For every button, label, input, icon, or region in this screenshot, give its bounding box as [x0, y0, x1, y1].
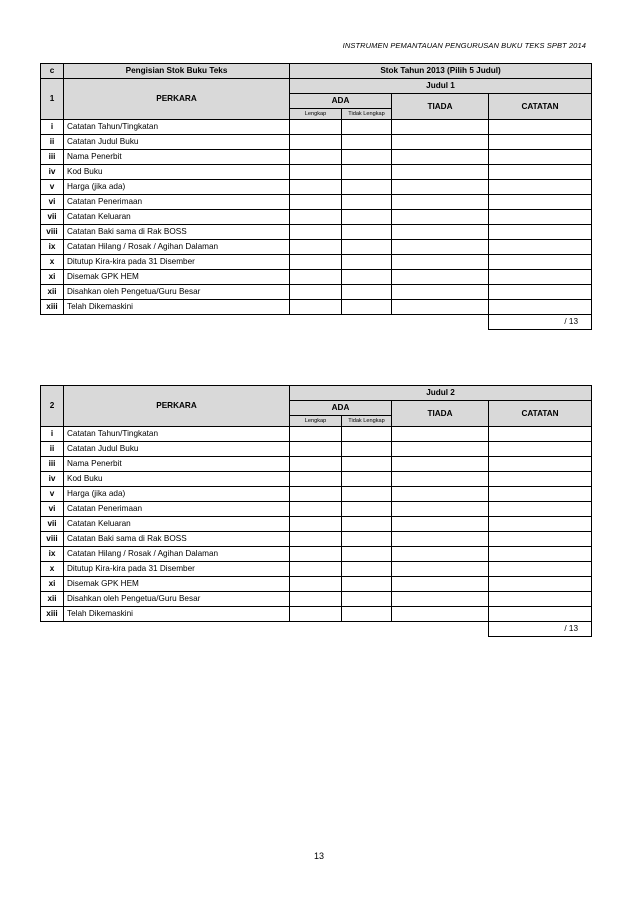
item-number: xii [41, 592, 64, 607]
table-row [41, 577, 592, 592]
table-row [41, 562, 592, 577]
lengkap-cell[interactable] [290, 270, 342, 285]
document-header: INSTRUMEN PEMANTAUAN PENGURUSAN BUKU TEKS SPBT 2014 [342, 41, 586, 50]
item-number: iv [41, 472, 64, 487]
table-row [41, 442, 592, 457]
stock-table-judul-2 [40, 385, 592, 637]
item-label: Catatan Keluaran [64, 210, 290, 225]
catatan-cell[interactable] [489, 487, 592, 502]
lengkap-cell[interactable] [290, 472, 342, 487]
item-label: Disemak GPK HEM [64, 270, 290, 285]
table-row [41, 135, 592, 150]
catatan-cell[interactable] [489, 607, 592, 622]
tidak-lengkap-cell[interactable] [342, 210, 392, 225]
tidak-lengkap-header: Tidak Lengkap [342, 109, 392, 120]
table-row [41, 547, 592, 562]
item-label: Disahkan oleh Pengetua/Guru Besar [64, 592, 290, 607]
lengkap-cell[interactable] [290, 180, 342, 195]
catatan-cell[interactable] [489, 592, 592, 607]
tidak-lengkap-cell[interactable] [342, 135, 392, 150]
tidak-lengkap-cell[interactable] [342, 427, 392, 442]
section-title-right: Stok Tahun 2013 (Pilih 5 Judul) [290, 64, 592, 79]
item-number: xi [41, 577, 64, 592]
item-number: ix [41, 547, 64, 562]
item-number: ii [41, 442, 64, 457]
catatan-cell[interactable] [489, 532, 592, 547]
tidak-lengkap-cell[interactable] [342, 502, 392, 517]
tiada-cell[interactable] [392, 442, 489, 457]
catatan-cell[interactable] [489, 240, 592, 255]
item-label: Catatan Penerimaan [64, 195, 290, 210]
tiada-header: TIADA [392, 401, 489, 427]
catatan-cell[interactable] [489, 270, 592, 285]
tiada-cell[interactable] [392, 195, 489, 210]
tidak-lengkap-cell[interactable] [342, 255, 392, 270]
tiada-cell[interactable] [392, 135, 489, 150]
lengkap-header: Lengkap [290, 109, 342, 120]
item-label: Catatan Judul Buku [64, 135, 290, 150]
table-row [41, 270, 592, 285]
table-row [41, 195, 592, 210]
tidak-lengkap-cell[interactable] [342, 487, 392, 502]
catatan-cell[interactable] [489, 300, 592, 315]
lengkap-cell[interactable] [290, 225, 342, 240]
table-row [41, 120, 592, 135]
table-row [41, 255, 592, 270]
item-number: viii [41, 225, 64, 240]
catatan-cell[interactable] [489, 517, 592, 532]
tiada-cell[interactable] [392, 472, 489, 487]
tiada-cell[interactable] [392, 120, 489, 135]
tiada-cell[interactable] [392, 165, 489, 180]
item-label: Nama Penerbit [64, 150, 290, 165]
ada-header: ADA [290, 401, 392, 416]
item-label: Catatan Judul Buku [64, 442, 290, 457]
table-row [41, 472, 592, 487]
catatan-cell[interactable] [489, 547, 592, 562]
item-number: x [41, 255, 64, 270]
table-row [41, 517, 592, 532]
catatan-cell[interactable] [489, 135, 592, 150]
catatan-cell[interactable] [489, 210, 592, 225]
tidak-lengkap-cell[interactable] [342, 225, 392, 240]
catatan-cell[interactable] [489, 285, 592, 300]
table-row [41, 592, 592, 607]
item-number: i [41, 427, 64, 442]
catatan-cell[interactable] [489, 427, 592, 442]
catatan-cell[interactable] [489, 225, 592, 240]
item-number: iii [41, 457, 64, 472]
lengkap-cell[interactable] [290, 285, 342, 300]
table-row [41, 150, 592, 165]
item-number: iv [41, 165, 64, 180]
tidak-lengkap-header: Tidak Lengkap [342, 416, 392, 427]
catatan-cell[interactable] [489, 255, 592, 270]
item-number: xiii [41, 607, 64, 622]
item-number: v [41, 180, 64, 195]
tidak-lengkap-cell[interactable] [342, 532, 392, 547]
tidak-lengkap-cell[interactable] [342, 165, 392, 180]
table-row [41, 457, 592, 472]
tidak-lengkap-cell[interactable] [342, 607, 392, 622]
table-row [41, 607, 592, 622]
perkara-header: PERKARA [64, 386, 290, 427]
item-label: Catatan Keluaran [64, 517, 290, 532]
catatan-cell[interactable] [489, 577, 592, 592]
tiada-cell[interactable] [392, 487, 489, 502]
table-row [41, 300, 592, 315]
tidak-lengkap-cell[interactable] [342, 120, 392, 135]
item-number: i [41, 120, 64, 135]
tiada-cell[interactable] [392, 547, 489, 562]
table-row [41, 427, 592, 442]
score-cell: / 13 [489, 315, 592, 330]
tidak-lengkap-cell[interactable] [342, 300, 392, 315]
catatan-cell[interactable] [489, 150, 592, 165]
tiada-cell[interactable] [392, 532, 489, 547]
judul-header: Judul 1 [290, 79, 592, 94]
catatan-cell[interactable] [489, 457, 592, 472]
lengkap-cell[interactable] [290, 532, 342, 547]
item-number: vi [41, 195, 64, 210]
item-number: viii [41, 532, 64, 547]
catatan-cell[interactable] [489, 472, 592, 487]
item-label: Ditutup Kira-kira pada 31 Disember [64, 255, 290, 270]
table-row [41, 532, 592, 547]
tidak-lengkap-cell[interactable] [342, 472, 392, 487]
tiada-cell[interactable] [392, 180, 489, 195]
tidak-lengkap-cell[interactable] [342, 442, 392, 457]
table-row [41, 225, 592, 240]
catatan-cell[interactable] [489, 195, 592, 210]
score-cell: / 13 [489, 622, 592, 637]
item-number: vii [41, 517, 64, 532]
lengkap-cell[interactable] [290, 300, 342, 315]
item-number: xii [41, 285, 64, 300]
lengkap-cell[interactable] [290, 427, 342, 442]
section-number: 1 [41, 79, 64, 120]
item-number: vi [41, 502, 64, 517]
table-row [41, 487, 592, 502]
lengkap-cell[interactable] [290, 607, 342, 622]
lengkap-cell[interactable] [290, 195, 342, 210]
perkara-header: PERKARA [64, 79, 290, 120]
item-label: Catatan Baki sama di Rak BOSS [64, 532, 290, 547]
item-number: ix [41, 240, 64, 255]
table-row [41, 165, 592, 180]
item-label: Nama Penerbit [64, 457, 290, 472]
catatan-cell[interactable] [489, 442, 592, 457]
ada-header: ADA [290, 94, 392, 109]
lengkap-cell[interactable] [290, 547, 342, 562]
lengkap-cell[interactable] [290, 442, 342, 457]
item-label: Catatan Penerimaan [64, 502, 290, 517]
item-label: Kod Buku [64, 472, 290, 487]
section-title-left: Pengisian Stok Buku Teks [64, 64, 290, 79]
tiada-cell[interactable] [392, 607, 489, 622]
tidak-lengkap-cell[interactable] [342, 195, 392, 210]
lengkap-cell[interactable] [290, 150, 342, 165]
catatan-header: CATATAN [489, 401, 592, 427]
section-number: 2 [41, 386, 64, 427]
tidak-lengkap-cell[interactable] [342, 577, 392, 592]
catatan-cell[interactable] [489, 120, 592, 135]
tiada-cell[interactable] [392, 457, 489, 472]
item-number: v [41, 487, 64, 502]
item-label: Kod Buku [64, 165, 290, 180]
tidak-lengkap-cell[interactable] [342, 562, 392, 577]
catatan-cell[interactable] [489, 562, 592, 577]
item-label: Disahkan oleh Pengetua/Guru Besar [64, 285, 290, 300]
item-label: Harga (jika ada) [64, 487, 290, 502]
judul-header: Judul 2 [290, 386, 592, 401]
tiada-cell[interactable] [392, 210, 489, 225]
lengkap-cell[interactable] [290, 240, 342, 255]
lengkap-cell[interactable] [290, 457, 342, 472]
tiada-cell[interactable] [392, 517, 489, 532]
tiada-cell[interactable] [392, 577, 489, 592]
page-number: 13 [313, 851, 324, 861]
catatan-header: CATATAN [489, 94, 592, 120]
tidak-lengkap-cell[interactable] [342, 547, 392, 562]
tidak-lengkap-cell[interactable] [342, 285, 392, 300]
item-label: Catatan Hilang / Rosak / Agihan Dalaman [64, 547, 290, 562]
lengkap-cell[interactable] [290, 135, 342, 150]
item-number: vii [41, 210, 64, 225]
lengkap-cell[interactable] [290, 487, 342, 502]
tiada-cell[interactable] [392, 427, 489, 442]
item-number: x [41, 562, 64, 577]
tidak-lengkap-cell[interactable] [342, 517, 392, 532]
tiada-cell[interactable] [392, 225, 489, 240]
lengkap-header: Lengkap [290, 416, 342, 427]
item-number: xiii [41, 300, 64, 315]
catatan-cell[interactable] [489, 180, 592, 195]
table-row [41, 285, 592, 300]
tidak-lengkap-cell[interactable] [342, 150, 392, 165]
tidak-lengkap-cell[interactable] [342, 180, 392, 195]
tiada-cell[interactable] [392, 285, 489, 300]
item-number: xi [41, 270, 64, 285]
table-row [41, 180, 592, 195]
lengkap-cell[interactable] [290, 210, 342, 225]
item-label: Catatan Baki sama di Rak BOSS [64, 225, 290, 240]
item-number: ii [41, 135, 64, 150]
tidak-lengkap-cell[interactable] [342, 457, 392, 472]
lengkap-cell[interactable] [290, 165, 342, 180]
catatan-cell[interactable] [489, 502, 592, 517]
lengkap-cell[interactable] [290, 562, 342, 577]
lengkap-cell[interactable] [290, 255, 342, 270]
tiada-header: TIADA [392, 94, 489, 120]
tiada-cell[interactable] [392, 240, 489, 255]
tiada-cell[interactable] [392, 562, 489, 577]
item-label: Telah Dikemaskini [64, 300, 290, 315]
lengkap-cell[interactable] [290, 502, 342, 517]
item-number: iii [41, 150, 64, 165]
lengkap-cell[interactable] [290, 517, 342, 532]
table-row [41, 210, 592, 225]
table-row [41, 502, 592, 517]
lengkap-cell[interactable] [290, 592, 342, 607]
tiada-cell[interactable] [392, 592, 489, 607]
tiada-cell[interactable] [392, 502, 489, 517]
item-label: Catatan Tahun/Tingkatan [64, 427, 290, 442]
catatan-cell[interactable] [489, 165, 592, 180]
item-label: Catatan Hilang / Rosak / Agihan Dalaman [64, 240, 290, 255]
lengkap-cell[interactable] [290, 577, 342, 592]
table-row [41, 240, 592, 255]
lengkap-cell[interactable] [290, 120, 342, 135]
tiada-cell[interactable] [392, 255, 489, 270]
item-label: Harga (jika ada) [64, 180, 290, 195]
item-label: Ditutup Kira-kira pada 31 Disember [64, 562, 290, 577]
tidak-lengkap-cell[interactable] [342, 240, 392, 255]
item-label: Disemak GPK HEM [64, 577, 290, 592]
tiada-cell[interactable] [392, 300, 489, 315]
item-label: Catatan Tahun/Tingkatan [64, 120, 290, 135]
tidak-lengkap-cell[interactable] [342, 592, 392, 607]
tidak-lengkap-cell[interactable] [342, 270, 392, 285]
item-label: Telah Dikemaskini [64, 607, 290, 622]
column-c-label: c [41, 64, 64, 79]
tiada-cell[interactable] [392, 150, 489, 165]
stock-table-judul-1 [40, 63, 592, 330]
tiada-cell[interactable] [392, 270, 489, 285]
